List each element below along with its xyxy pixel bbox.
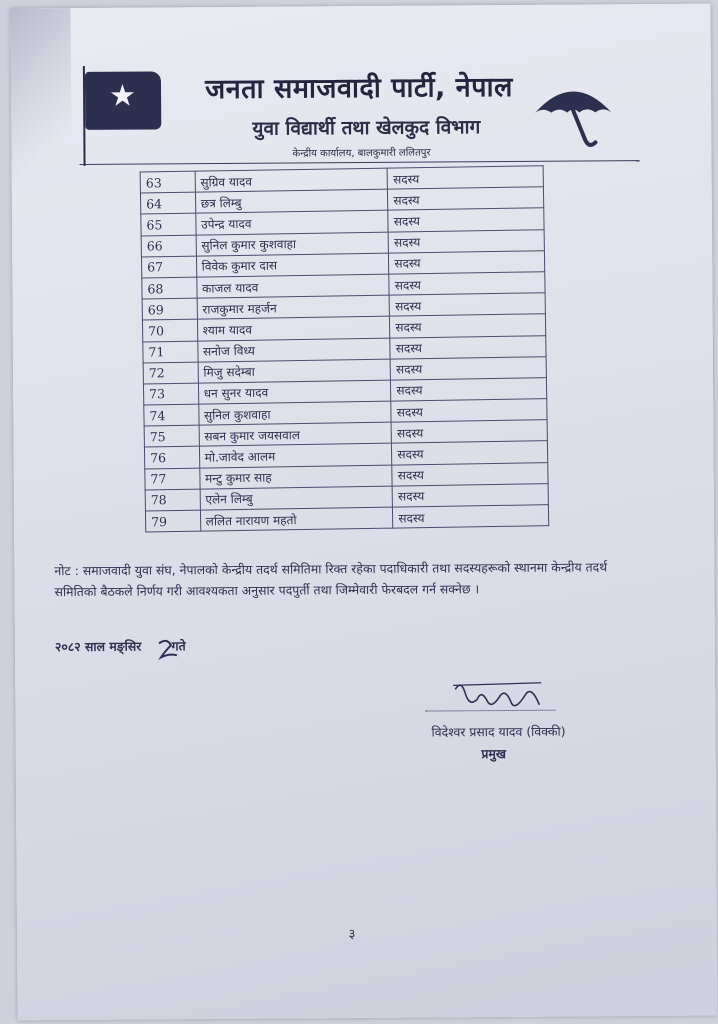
member-name: धन सुनर यादव	[198, 380, 391, 404]
member-position: सदस्य	[389, 272, 545, 296]
member-number: 77	[145, 468, 200, 490]
note-paragraph: नोट : समाजवादी युवा संघ, नेपालको केन्द्रीय तदर्थ समितिमा रिक्त रहेका पदाधिकारी तथा सदस्यहरूको स्थानमा केन्द्रीय तदर्थ समितिको बैठकले निर्णय गरी आवश्यकता अनुसार पदपुर्ती तथा जिम्मेवारी फेरबदल गर्न सक्नेछ ।	[54, 559, 608, 600]
signer-name: विदेश्वर प्रसाद यादव (विक्की)	[431, 723, 566, 740]
member-position: सदस्य	[390, 335, 546, 359]
member-name: सुग्रिव यादव	[195, 168, 388, 192]
page-fold-shadow	[10, 8, 71, 208]
member-number: 73	[143, 383, 198, 405]
star-flag-icon	[85, 71, 161, 130]
member-name: छत्र लिम्बु	[195, 189, 388, 213]
department-name: युवा विद्यार्थी तथा खेलकुद विभाग	[252, 116, 481, 140]
handwritten-day-mark	[155, 635, 185, 661]
star-icon: ★	[108, 78, 137, 114]
member-number: 74	[144, 404, 199, 426]
member-position: सदस्य	[391, 420, 547, 444]
member-position: सदस्य	[388, 208, 544, 232]
member-name: सनोज विध्य	[197, 338, 390, 362]
members-table-body	[140, 166, 549, 532]
member-name: काजल यादव	[196, 274, 389, 298]
document-page	[10, 4, 717, 1021]
member-position: सदस्य	[392, 462, 548, 486]
member-position: सदस्य	[390, 314, 546, 338]
office-address: केन्द्रीय कार्यालय, बालकुमारी ललितपुर	[292, 147, 431, 160]
member-name: मन्टु कुमार साह	[199, 465, 392, 489]
page-number: ३	[348, 927, 356, 943]
member-number: 70	[142, 319, 197, 341]
member-name: उपेन्द्र यादव	[195, 211, 388, 235]
member-name: राजकुमार महर्जन	[197, 295, 390, 319]
member-position: सदस्य	[393, 505, 549, 529]
member-name: विवेक कुमार दास	[196, 253, 389, 277]
member-number: 65	[141, 214, 196, 236]
member-name: सुनिल कुमार कुशवाहा	[196, 232, 389, 256]
member-name: सबन कुमार जयसवाल	[199, 422, 392, 446]
umbrella-icon	[531, 76, 616, 153]
member-number: 67	[141, 256, 196, 278]
date-text: २०८२ साल मङ्सिर	[54, 638, 142, 655]
member-position: सदस्य	[392, 483, 548, 507]
member-number: 64	[140, 192, 195, 214]
member-number: 76	[144, 447, 199, 469]
member-position: सदस्य	[387, 166, 543, 190]
member-number: 63	[140, 171, 195, 193]
member-position: सदस्य	[389, 293, 545, 317]
member-number: 72	[143, 362, 198, 384]
member-number: 66	[141, 235, 196, 257]
member-position: सदस्य	[388, 187, 544, 211]
member-number: 79	[145, 510, 200, 532]
member-position: सदस्य	[390, 356, 546, 380]
member-name: एलेन लिम्बु	[200, 486, 393, 510]
member-position: सदस्य	[388, 229, 544, 253]
member-name: मो.जावेद आलम	[199, 444, 392, 468]
party-name: जनता समाजवादी पार्टी, नेपाल	[205, 71, 513, 106]
member-position: सदस्य	[392, 441, 548, 465]
member-number: 75	[144, 425, 199, 447]
member-number: 68	[142, 277, 197, 299]
member-position: सदस्य	[391, 399, 547, 423]
signature-mark	[425, 675, 555, 726]
member-name: श्याम यादव	[197, 316, 390, 340]
member-name: ललित नारायण महतो	[200, 507, 393, 531]
member-position: सदस्य	[389, 250, 545, 274]
member-number: 78	[145, 489, 200, 511]
signer-title: प्रमुख	[481, 746, 507, 762]
member-position: सदस्य	[391, 378, 547, 402]
member-name: मिजु सदेम्बा	[198, 359, 391, 383]
member-name: सुनिल कुशवाहा	[198, 401, 391, 425]
member-number: 71	[143, 341, 198, 363]
header-divider	[80, 160, 640, 165]
date-suffix: गते	[171, 638, 186, 654]
members-table	[140, 165, 550, 532]
member-number: 69	[142, 298, 197, 320]
